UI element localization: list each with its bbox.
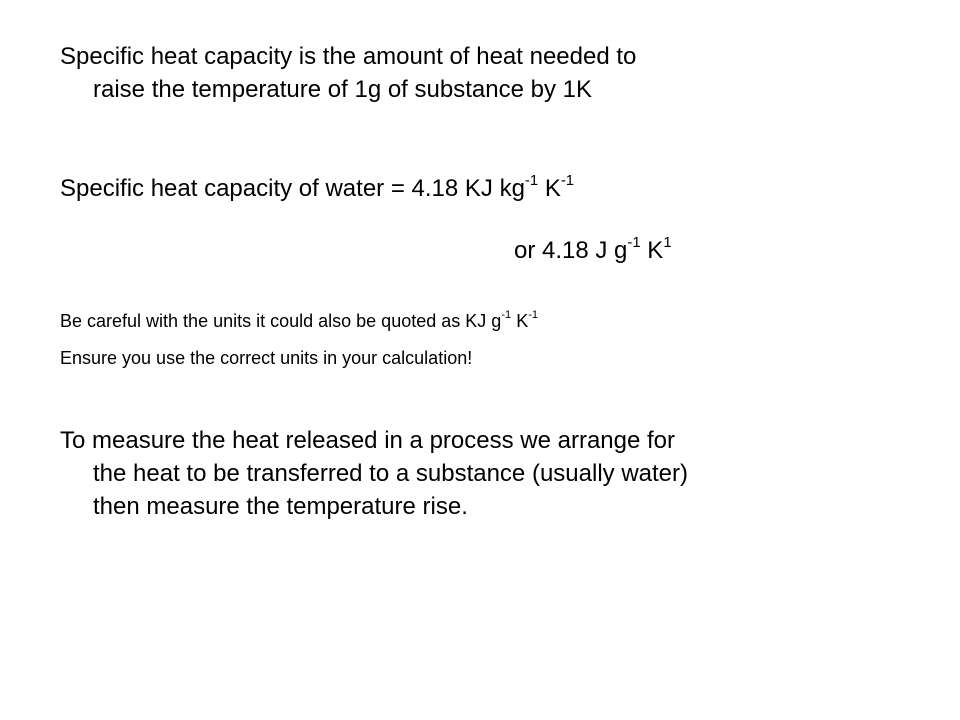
units-note-unit-2: K — [511, 311, 529, 331]
definition-line-2: raise the temperature of 1g of substance by 1K — [93, 76, 592, 103]
water-alt-exponent-1: -1 — [627, 234, 641, 251]
water-alt-exponent-2: 1 — [663, 234, 672, 251]
units-note-line — [60, 309, 538, 333]
water-value-text: Specific heat capacity of water = 4.18 KJ kg — [60, 175, 525, 202]
water-value-line — [60, 172, 574, 205]
measure-line-2: the heat to be transferred to a substance (usually water) — [93, 460, 688, 487]
water-alt-text: or 4.18 J g — [514, 237, 628, 264]
units-note-exponent-1: -1 — [501, 309, 512, 322]
measure-line-1: To measure the heat released in a process we arrange for — [60, 427, 676, 454]
units-note-exponent-2: -1 — [528, 309, 539, 322]
water-alt-line — [514, 234, 672, 267]
units-note-text: Be careful with the units it could also be quoted as KJ g — [60, 311, 502, 331]
water-alt-unit-2: K — [640, 237, 664, 264]
water-value-exponent-2: -1 — [560, 172, 575, 189]
measure-paragraph — [60, 424, 688, 523]
measure-line-3: then measure the temperature rise. — [93, 493, 468, 520]
ensure-note-line: Ensure you use the correct units in your calculation! — [60, 348, 473, 368]
water-value-exponent-1: -1 — [524, 172, 539, 189]
definition-paragraph — [60, 40, 636, 106]
water-value-unit-2: K — [538, 175, 561, 202]
definition-line-1: Specific heat capacity is the amount of heat needed to — [60, 43, 637, 70]
